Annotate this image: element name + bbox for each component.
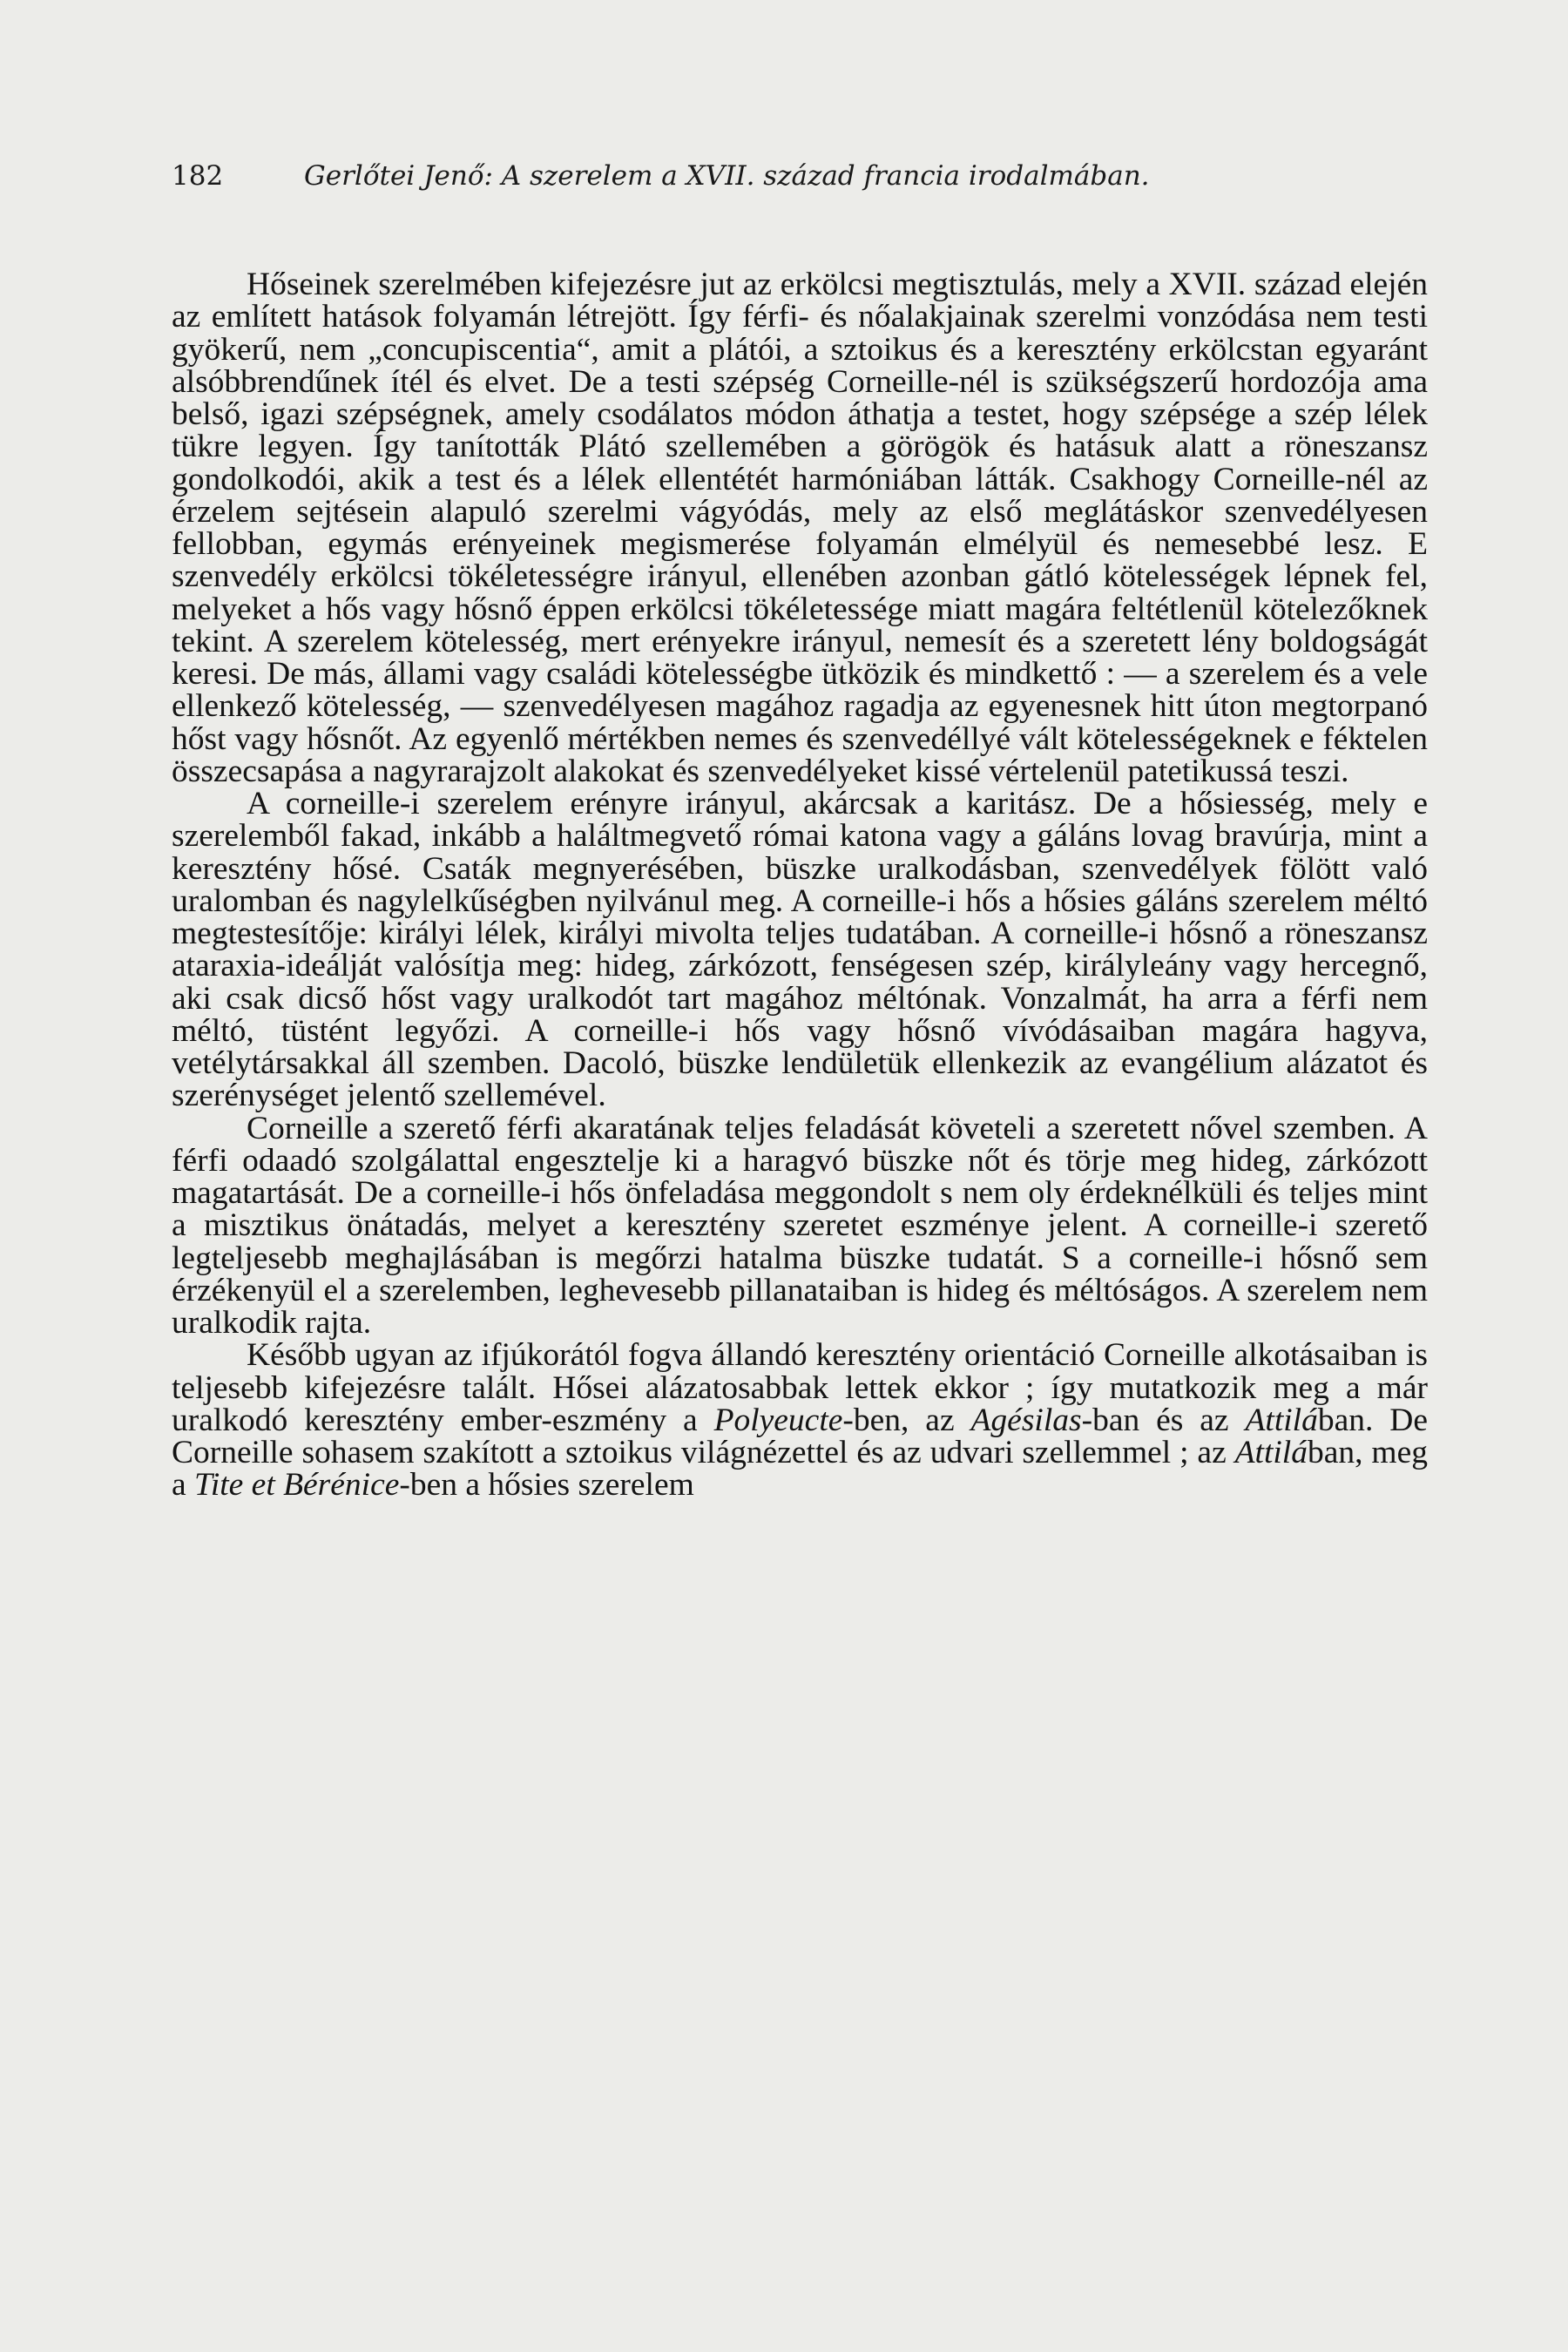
text-run: -ben, az (842, 1402, 971, 1438)
running-title: Gerlőtei Jenő: A szerelem a XVII. század francia irodalmában. (304, 160, 1150, 192)
italic-title: Tite et Bérénice (194, 1467, 400, 1504)
italic-title: Polyeucte (713, 1402, 843, 1438)
italic-title: Agésilas (970, 1402, 1082, 1438)
text-run: Corneille a szerető férfi akaratának teljes feladását követeli a szeretett nővel szemben. A férfi odaadó szolgálattal engesztelje ki a haragvó büszke nőt és törje meg hideg, zárkózott magatartását. De a corneille-i hős önfeladása meggondolt s nem oly érdeknélküli és teljes mint a misztikus önátadás, melyet a keresztény szeretet eszménye jelent. A corneille-i szerető legteljesebb meghajlásában is megőrzi hatalma büszke tudatát. S a corneille-i hősnő sem érzékenyül el a szerelemben, leghevesebb pillanataiban is hideg és méltóságos. A szerelem nem uralkodik rajta. (172, 1110, 1428, 1341)
text-run: -ban és az (1081, 1402, 1246, 1438)
paragraph (172, 1337, 1429, 1504)
text-run: -ben a hősies szerelem (399, 1467, 694, 1504)
italic-title: Attilá (1234, 1435, 1308, 1470)
text-run: ban, meg a (172, 1435, 1428, 1504)
running-head (172, 160, 1391, 192)
text-run: ban. De Corneille sohasem szakított a sztoikus világnézettel és az udvari szellemmel ; az (172, 1402, 1429, 1470)
page-number: 182 (172, 160, 224, 192)
text-run: Hőseinek szerelmében kifejezésre jut az erkölcsi megtisztulás, mely a XVII. század elején az említett hatások folyamán létrejött. Így férfi- és nőalakjainak szerelmi vonzódása nem testi gyökerű, nem „concupiscentia“, amit a plátói, a sztoikus és a keresztény erkölcstan egyaránt alsóbbrendűnek ítél és elvet. De a testi szépség Corneille-nél is szükségszerű hordozója ama belső, igazi szépségnek, amely csodálatos módon áthatja a testet, hogy szépsége a szép lélek tükre legyen. Így tanították Plátó szellemében a görögök és hatásuk alatt a röneszansz gondolkodói, akik a test és a lélek ellentétét harmóniában látták. Csakhogy Corneille-nél az érzelem sejtésein alapuló szerelmi vágyódás, mely az első meglátáskor szenvedélyesen fellobban, egymás erényeinek megismerése folyamán elmélyül és nemesebbé lesz. E szenvedély erkölcsi tökéletességre irányul, ellenében azonban gátló kötelességek lépnek fel, melyeket a hős vagy hősnő éppen erkölcsi tökéletessége miatt magára feltétlenül kötelezőknek tekint. A szerelem kötelesség, mert erényekre irányul, nemesít és a szeretett lény boldogságát keresi. De más, állami vagy családi kötelességbe ütközik és mindkettő : — a szerelem és a vele ellenkező kötelesség, — szenvedélyesen magához ragadja az egyenesnek hitt úton megtorpanó hőst vagy hősnőt. Az egyenlő mértékben nemes és szenvedéllyé vált kötelességeknek e féktelen összecsapása a nagyrarajzolt alakokat és szenvedélyeket kissé vértelenül patetikussá teszi. (172, 267, 1428, 789)
italic-title: Attilá (1245, 1402, 1318, 1438)
paragraph (172, 787, 1428, 1112)
body-text (172, 268, 1428, 1502)
paragraph (172, 268, 1428, 787)
text-run: Később ugyan az ifjúkorától fogva állandó keresztény orientáció Corneille alkotásaiban is teljesebb kifejezésre talált. Hősei alázatosabbak lettek ekkor ; így mutatkozik meg a már uralkodó keresztény ember-eszmény a (172, 1337, 1428, 1438)
text-run: A corneille-i szerelem erényre irányul, akárcsak a karitász. De a hősiesség, mely e szerelemből fakad, inkább a haláltmegvető római katona vagy a gáláns lovag bravúrja, mint a keresztény hősé. Csaták megnyerésében, büszke uralkodásban, szenvedélyek fölött való uralomban és nagylelkűségben nyilvánul meg. A corneille-i hős a hősies gáláns szerelem méltó megtestesítője: királyi lélek, királyi mivolta teljes tudatában. A corneille-i hősnő a röneszansz ataraxia-ideálját valósítja meg: hideg, zárkózott, fenségesen szép, királyleány vagy hercegnő, aki csak dicső hőst vagy uralkodót tart magához méltónak. Vonzalmát, ha arra a férfi nem méltó, tüstént legyőzi. A corneille-i hős vagy hősnő vívódásaiban magára hagyva, vetélytársakkal áll szemben. Dacoló, büszke lendületük ellenkezik az evangélium alázatot és szerénységet jelentő szellemével. (172, 786, 1428, 1114)
paragraph (172, 1112, 1428, 1340)
